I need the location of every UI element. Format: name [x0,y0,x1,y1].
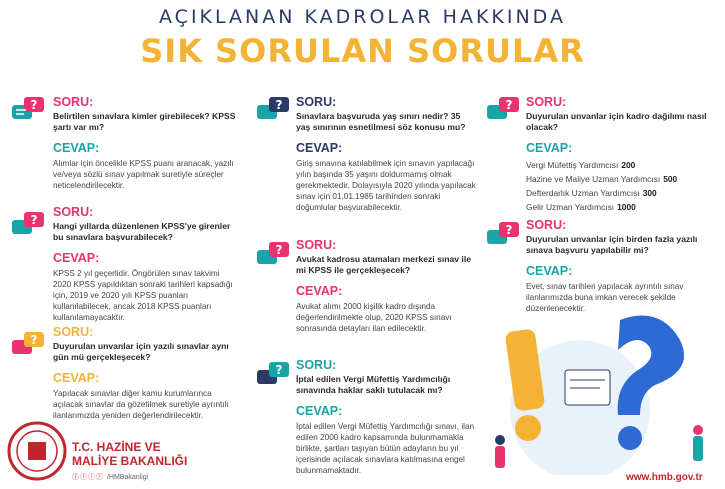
ministry-name [72,440,187,468]
chat-question-icon [485,95,521,123]
cevap-label: CEVAP: [296,141,343,155]
svg-text:?: ? [275,98,283,112]
ministry-logo-icon [6,420,68,482]
answer-text: Avukat alımı 2000 kişilik kadro dışında değerlendirilmekte olup, 2020 KPSS sınavı sonrasında detayları ilan edilecektir. [296,302,452,333]
ministry-name-line1: T.C. HAZİNE VE [72,440,161,454]
chat-question-icon [255,360,291,388]
cevap-label: CEVAP: [526,141,573,155]
chat-question-icon [10,95,46,123]
svg-text:?: ? [505,223,513,237]
cevap-label: CEVAP: [296,284,343,298]
distribution-item [526,200,721,214]
social-icons: ⓕⓣⓘⓨ [72,474,107,481]
cevap-label: CEVAP: [53,371,100,385]
soru-label: SORU: [53,205,94,219]
distribution-title: Hazine ve Maliye Uzman Yardımcısı [526,174,661,184]
distribution-title: Vergi Müfettiş Yardımcısı [526,160,619,170]
distribution-item [526,172,721,186]
qa-item-4 [296,95,476,213]
question-exclamation-illustration [470,300,725,475]
distribution-count: 1000 [617,202,636,212]
chat-question-icon [10,210,46,238]
qa-item-2 [53,205,238,323]
distribution-item [526,158,721,172]
social-handle [72,472,148,482]
svg-text:?: ? [30,333,38,347]
soru-label: SORU: [53,325,94,339]
answer-text: KPSS 2 yıl geçerlidir. Öngörülen sınav takvimi 2020 KPSS yapıldıktan sonraki tarihleri kapsadığı için, 2019 ve 2020 yılı KPSS puanları kullanılabilecek, ancak 2018 KPSS puanları kullanılamayacaktır. [53,269,233,322]
distribution-title: Defterdarlık Uzman Yardımcısı [526,188,640,198]
header-line1: AÇIKLANAN KADROLAR HAKKINDA [159,6,566,28]
question-text: Duyurulan unvanlar için yazılı sınavlar aynı gün mü gerçekleşecek? [53,341,229,362]
question-text: Avukat kadrosu atamaları merkezi sınav ile mi KPSS ile gerçekleşecek? [296,254,471,275]
qa-item-6 [296,358,476,476]
svg-text:?: ? [505,98,513,112]
cevap-label: CEVAP: [53,251,100,265]
question-text: Sınavlara başvuruda yaş sınırı nedir? 35 yaş sınırının esnetilmesi söz konusu mu? [296,111,466,132]
soru-label: SORU: [526,218,567,232]
soru-label: SORU: [526,95,567,109]
question-text: İptal edilen Vergi Müfettiş Yardımcılığı sınavında haklar saklı tutulacak mı? [296,374,451,395]
question-text: Duyurulan unvanlar için birden fazla yazılı sınava başvuru yapılabilir mi? [526,234,698,255]
soru-label: SORU: [53,95,94,109]
svg-text:?: ? [275,363,283,377]
distribution-item [526,186,721,200]
svg-text:?: ? [30,98,38,112]
distribution-title: Gelir Uzman Yardımcısı [526,202,615,212]
question-text: Belirtilen sınavlara kimler girebilecek? KPSS şartı var mı? [53,111,236,132]
chat-question-icon [255,95,291,123]
distribution-count: 300 [642,188,657,198]
cevap-label: CEVAP: [296,404,343,418]
qa-item-1 [53,95,238,191]
answer-text: Giriş sınavına katılabilmek için sınavın yapılacağı yılın başında 35 yaşını doldurmamış olmak gerekmektedir. Dolayısıyla 2020 yılında yapılacak sınav için 01.01.1985 tarihinden sonraki doğumlular başvurabilecektir. [296,159,476,212]
question-text: Duyurulan unvanlar için kadro dağılımı nasıl olacak? [526,111,707,132]
ministry-name-line2: MALİYE BAKANLIĞI [72,454,188,468]
chat-question-icon [255,240,291,268]
answer-text: Alımlar için öncelikle KPSS puanı aranacak, yazılı ve/veya sözlü sınav yapılmak suretiyle süreçler neticelendirilecektir. [53,159,234,190]
qa-item-5 [296,238,476,334]
soru-label: SORU: [296,238,337,252]
website-link[interactable]: www.hmb.gov.tr [626,472,703,483]
qa-item-7 [526,95,721,214]
distribution-list [526,158,721,214]
chat-question-icon [10,330,46,358]
answer-text: İptal edilen Vergi Müfettiş Yardımcılığı sınavı, ilan edilen 2000 kadro kapsamında bulunmamakla birlikte, şartları taşıyan bütün adayların bu yıl içerisinde açılacak sınavlara katılmasına engel bulunmamaktadır. [296,422,475,475]
svg-text:?: ? [30,213,38,227]
distribution-count: 200 [621,160,636,170]
cevap-label: CEVAP: [53,141,100,155]
chat-question-icon [485,220,521,248]
social-handle-text: /HMBakanligi [106,474,149,481]
answer-text: Yapılacak sınavlar diğer kamu kurumlarınca açılacak sınavlar da gözetilmek suretiyle ayrıntılı ilanlarımızda yeniden değerlendirilecektir. [53,389,229,420]
distribution-count: 500 [663,174,678,184]
svg-text:?: ? [275,243,283,257]
cevap-label: CEVAP: [526,264,573,278]
question-text: Hangi yıllarda düzenlenen KPSS'ye girenler bu sınavlara başvurabilecek? [53,221,231,242]
qa-item-3 [53,325,238,421]
soru-label: SORU: [296,358,337,372]
soru-label: SORU: [296,95,337,109]
answer-text: Evet, sınav tarihleri yapılacak ayrıntılı sınav ilanlarımızda buna imkan verecek şekilde düzenlenecektir. [526,282,684,313]
header-line2: SIK SORULAN SORULAR [140,32,585,70]
